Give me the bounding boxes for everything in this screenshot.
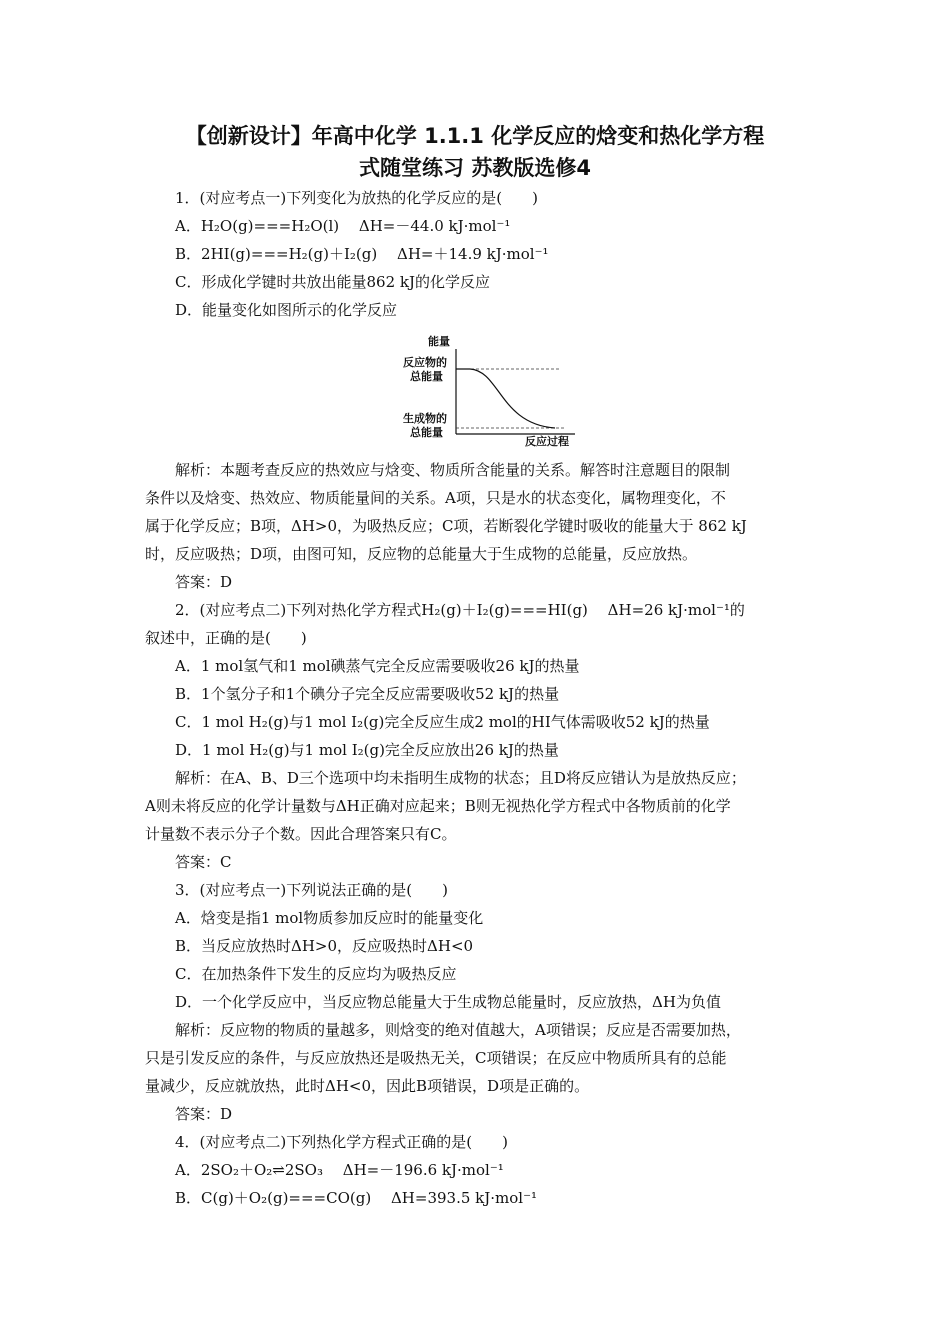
q4-stem: 4．(对应考点二)下列热化学方程式正确的是( ) xyxy=(175,1133,508,1151)
q3-answer: 答案：D xyxy=(175,1105,233,1123)
q1-jiexi-4: 时，反应吸热；D项，由图可知，反应物的总能量大于生成物的总能量，反应放热。 xyxy=(145,545,698,563)
chart-xlabel: 反应过程 xyxy=(525,435,569,448)
q3-option-d: D．一个化学反应中，当反应物总能量大于生成物总能量时，反应放热，ΔH为负值 xyxy=(175,993,721,1011)
q3-option-a: A．焓变是指1 mol物质参加反应时的能量变化 xyxy=(175,909,484,927)
q1-jiexi-1: 解析：本题考查反应的热效应与焓变、物质所含能量的关系。解答时注意题目的限制 xyxy=(175,461,731,479)
q3-jiexi-2: 只是引发反应的条件，与反应放热还是吸热无关，C项错误；在反应中物质所具有的总能 xyxy=(145,1049,727,1067)
q2-option-a: A．1 mol氢气和1 mol碘蒸气完全反应需要吸收26 kJ的热量 xyxy=(175,657,580,675)
chart-energy-curve xyxy=(456,369,555,428)
q2-stem-2: 叙述中，正确的是( ) xyxy=(145,629,307,647)
chart-product-label-1: 生成物的 xyxy=(403,412,447,425)
q2-option-b: B．1个氢分子和1个碘分子完全反应需要吸收52 kJ的热量 xyxy=(175,685,560,703)
q1-option-b: B．2HI(g)===H₂(g)＋I₂(g) ΔH=＋14.9 kJ·mol⁻¹ xyxy=(175,245,549,263)
chart-product-label-2: 总能量 xyxy=(410,426,443,439)
q1-stem: 1．(对应考点一)下列变化为放热的化学反应的是( ) xyxy=(175,189,538,207)
q2-answer: 答案：C xyxy=(175,853,232,871)
q4-option-a: A．2SO₂＋O₂⇌2SO₃ ΔH=－196.6 kJ·mol⁻¹ xyxy=(175,1161,504,1179)
document-title-line1: 【创新设计】年高中化学 1.1.1 化学反应的焓变和热化学方程 xyxy=(185,124,765,148)
q4-option-b: B．C(g)＋O₂(g)===CO(g) ΔH=393.5 kJ·mol⁻¹ xyxy=(175,1189,538,1207)
q1-option-d: D．能量变化如图所示的化学反应 xyxy=(175,301,398,319)
q3-jiexi-1: 解析：反应物的物质的量越多，则焓变的绝对值越大，A项错误；反应是否需要加热， xyxy=(175,1021,741,1039)
q1-answer: 答案：D xyxy=(175,573,233,591)
q2-jiexi-3: 计量数不表示分子个数。因此合理答案只有C。 xyxy=(145,825,457,843)
energy-diagram xyxy=(400,329,585,450)
q2-stem: 2．(对应考点二)下列对热化学方程式H₂(g)＋I₂(g)===HI(g) ΔH=26 kJ·mol⁻¹的 xyxy=(175,601,745,619)
q2-option-d: D．1 mol H₂(g)与1 mol I₂(g)完全反应放出26 kJ的热量 xyxy=(175,741,559,759)
q2-jiexi-1: 解析：在A、B、D三个选项中均未指明生成物的状态；且D将反应错认为是放热反应； xyxy=(175,769,746,787)
chart-reactant-label-1: 反应物的 xyxy=(403,356,447,369)
chart-ylabel: 能量 xyxy=(428,335,450,348)
document-title-line2: 式随堂练习 苏教版选修4 xyxy=(359,156,591,180)
q1-jiexi-2: 条件以及焓变、热效应、物质能量间的关系。A项，只是水的状态变化，属物理变化，不 xyxy=(145,489,726,507)
q3-stem: 3．(对应考点一)下列说法正确的是( ) xyxy=(175,881,448,899)
q1-option-c: C．形成化学键时共放出能量862 kJ的化学反应 xyxy=(175,273,490,291)
q3-option-b: B．当反应放热时ΔH>0，反应吸热时ΔH<0 xyxy=(175,937,474,955)
q1-option-a: A．H₂O(g)===H₂O(l) ΔH=－44.0 kJ·mol⁻¹ xyxy=(175,217,511,235)
q1-jiexi-3: 属于化学反应；B项，ΔH>0，为吸热反应；C项，若断裂化学键时吸收的能量大于 862 kJ xyxy=(145,517,747,535)
q2-jiexi-2: A则未将反应的化学计量数与ΔH正确对应起来；B则无视热化学方程式中各物质前的化学 xyxy=(145,797,731,815)
q3-jiexi-3: 量减少，反应就放热，此时ΔH<0，因此B项错误，D项是正确的。 xyxy=(145,1077,590,1095)
q2-option-c: C．1 mol H₂(g)与1 mol I₂(g)完全反应生成2 mol的HI气体需吸收52 kJ的热量 xyxy=(175,713,710,731)
chart-reactant-label-2: 总能量 xyxy=(410,370,443,383)
q3-option-c: C．在加热条件下发生的反应均为吸热反应 xyxy=(175,965,457,983)
